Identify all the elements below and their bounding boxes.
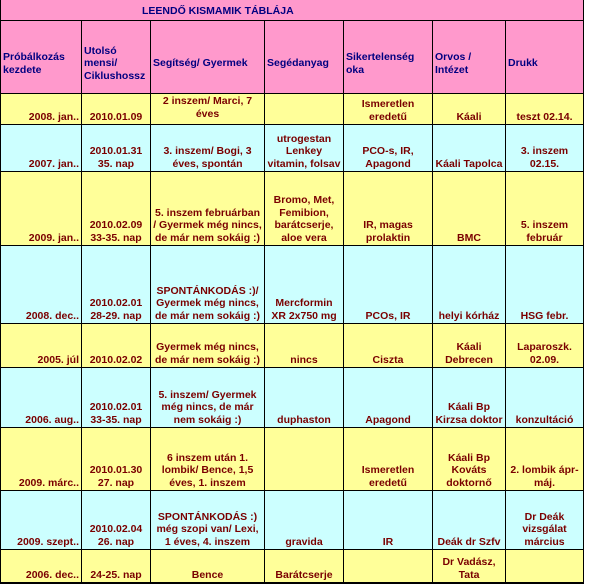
table-cell[interactable]: konzultáció [506, 368, 583, 428]
table-cell[interactable]: Dr Deák vizsgálat március [506, 491, 583, 550]
table-cell[interactable]: Barátcserje [265, 550, 344, 583]
table-cell[interactable]: 2010.02.02 [82, 324, 151, 368]
table-cell[interactable]: teszt 02.14. [506, 94, 583, 125]
table-cell[interactable]: IR [344, 491, 433, 550]
table-cell[interactable]: 5. inszem február [506, 172, 583, 246]
table-cell[interactable]: Laparoszk. 02.09. [506, 324, 583, 368]
table-cell[interactable]: 5. inszem/ Gyermek még nincs, de már nem sokáig :) [151, 368, 265, 428]
table-cell[interactable]: Káali Tapolca [433, 125, 506, 172]
table-cell[interactable]: Gyermek még nincs, de már nem sokáig :) [151, 324, 265, 368]
header-cell[interactable]: Drukk [506, 21, 583, 94]
table-cell[interactable]: helyi kórház [433, 246, 506, 324]
table-cell[interactable]: Káali Debrecen [433, 324, 506, 368]
table-cell[interactable]: 2007. jan.. [1, 125, 82, 172]
table-cell[interactable]: 2010.01.09 [82, 94, 151, 125]
table-cell[interactable]: 2 inszem/ Marci, 7 éves [151, 94, 265, 125]
table-cell[interactable]: HSG febr. [506, 246, 583, 324]
table-cell[interactable]: Mercformin XR 2x750 mg [265, 246, 344, 324]
table-cell[interactable]: 2005. júl [1, 324, 82, 368]
table-cell[interactable]: 3. inszem/ Bogi, 3 éves, spontán [151, 125, 265, 172]
table-cell[interactable]: 2009. márc.. [1, 428, 82, 491]
table-cell[interactable]: duphaston [265, 368, 344, 428]
table-cell[interactable]: IR, magas prolaktin [344, 172, 433, 246]
header-cell[interactable]: Segédanyag [265, 21, 344, 94]
table-cell[interactable]: 2006. aug.. [1, 368, 82, 428]
table-cell[interactable]: 2010.01.31 35. nap [82, 125, 151, 172]
table-cell[interactable]: Bence [151, 550, 265, 583]
table-cell[interactable]: PCO-s, IR, Apagond [344, 125, 433, 172]
header-cell[interactable]: Segítség/ Gyermek [151, 21, 265, 94]
table-cell[interactable]: 2. lombik ápr-máj. [506, 428, 583, 491]
table-cell[interactable]: 2009. jan.. [1, 172, 82, 246]
title-row[interactable] [1, 0, 583, 21]
table-cell[interactable] [265, 94, 344, 125]
table-cell[interactable]: nincs [265, 324, 344, 368]
table-cell[interactable]: 24-25. nap [82, 550, 151, 583]
table-cell[interactable]: Káali Bp Kirzsa doktor [433, 368, 506, 428]
table-cell[interactable]: Ismeretlen eredetű [344, 94, 433, 125]
table-cell[interactable]: 2010.02.09 33-35. nap [82, 172, 151, 246]
table-cell[interactable]: 5. inszem februárban / Gyermek még nincs, de már nem sokáig :) [151, 172, 265, 246]
header-cell[interactable]: Orvos / Intézet [433, 21, 506, 94]
table-cell[interactable]: 2008. dec.. [1, 246, 82, 324]
table-cell[interactable]: PCOs, IR [344, 246, 433, 324]
table-cell[interactable]: 2010.02.01 33-35. nap [82, 368, 151, 428]
table-cell[interactable]: 2010.02.01 28-29. nap [82, 246, 151, 324]
table-cell[interactable]: utrogestan Lenkey vitamin, folsav [265, 125, 344, 172]
header-cell[interactable]: Utolsó mensi/ Ciklushossz [82, 21, 151, 94]
header-cell[interactable]: Sikertelenség oka [344, 21, 433, 94]
table-cell[interactable]: 6 inszem után 1. lombik/ Bence, 1,5 éves, 1. inszem [151, 428, 265, 491]
table-cell[interactable]: 2008. jan.. [1, 94, 82, 125]
table-cell[interactable]: Dr Vadász, Tata [433, 550, 506, 583]
table-cell[interactable] [344, 550, 433, 583]
table-cell[interactable]: Káali Bp Kováts doktornő [433, 428, 506, 491]
table-cell[interactable] [265, 428, 344, 491]
table-cell[interactable]: gravida [265, 491, 344, 550]
table-cell[interactable]: Káali [433, 94, 506, 125]
header-cell[interactable]: Próbálkozás kezdete [1, 21, 82, 94]
table-cell[interactable]: 2006. dec.. [1, 550, 82, 583]
table-cell[interactable]: 2009. szept.. [1, 491, 82, 550]
table-cell[interactable] [506, 550, 583, 583]
table-cell[interactable]: Ciszta [344, 324, 433, 368]
table-title: LEENDŐ KISMAMIK TÁBLÁJA [142, 5, 294, 17]
table-cell[interactable]: 3. inszem 02.15. [506, 125, 583, 172]
table-cell[interactable]: Apagond [344, 368, 433, 428]
table-cell[interactable]: Deák dr Szfv [433, 491, 506, 550]
table-cell[interactable]: BMC [433, 172, 506, 246]
table-cell[interactable]: SPONTÁNKODÁS :)/ Gyermek még nincs, de már nem sokáig :) [151, 246, 265, 324]
table-cell[interactable]: 2010.02.04 26. nap [82, 491, 151, 550]
table-cell[interactable]: Ismeretlen eredetű [344, 428, 433, 491]
table-cell[interactable]: 2010.01.30 27. nap [82, 428, 151, 491]
table-cell[interactable]: SPONTÁNKODÁS :) még szopi van/ Lexi, 1 éves, 4. inszem [151, 491, 265, 550]
table-cell[interactable]: Bromo, Met, Femibion, barátcserje, aloe vera [265, 172, 344, 246]
